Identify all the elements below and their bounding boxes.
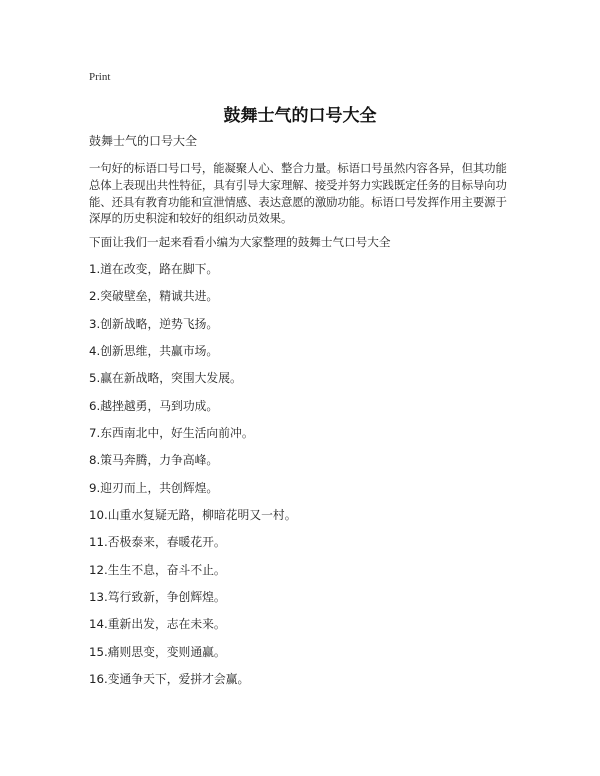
slogan-item: 3.创新战略，逆势飞扬。 <box>89 316 219 331</box>
slogan-item: 9.迎刃而上，共创辉煌。 <box>89 480 219 495</box>
slogan-item: 7.东西南北中，好生活向前冲。 <box>89 426 254 441</box>
slogan-item: 1.道在改变，路在脚下。 <box>89 262 219 276</box>
page-title: 鼓舞士气的口号大全 <box>223 106 377 126</box>
article-subtitle: 鼓舞士气的口号大全 <box>89 134 198 148</box>
print-link[interactable]: Print <box>89 71 111 83</box>
lead-paragraph: 下面让我们一起来看看小编为大家整理的鼓舞士气口号大全 <box>89 235 391 249</box>
slogan-item: 13.笃行致新，争创辉煌。 <box>89 590 226 605</box>
slogan-item: 10.山重水复疑无路，柳暗花明又一村。 <box>89 508 297 523</box>
slogan-list <box>89 262 297 700</box>
slogan-item: 16.变通争天下，爱拼才会赢。 <box>89 672 250 687</box>
slogan-item: 11.否极泰来，春暖花开。 <box>89 535 226 550</box>
slogan-item: 5.赢在新战略，突围大发展。 <box>89 371 242 386</box>
slogan-item: 14.重新出发，志在未来。 <box>89 617 226 632</box>
slogan-item: 12.生生不息，奋斗不止。 <box>89 562 226 577</box>
slogan-item: 2.突破壁垒，精诚共进。 <box>89 289 219 304</box>
slogan-item: 6.越挫越勇，马到功成。 <box>89 398 219 413</box>
intro-paragraph: 一句好的标语口号口号，能凝聚人心、整合力量。标语口号虽然内容各异，但其功能总体上表现出共性特征，具有引导大家理解、接受并努力实践既定任务的目标导向功能、还具有教育功能和宣泄情感、表达意愿的激励功能。标语口号发挥作用主要源于深厚的历史积淀和较好的组织动员效果。 <box>89 161 507 226</box>
slogan-item: 4.创新思维，共赢市场。 <box>89 344 219 359</box>
slogan-item: 15.痛则思变，变则通赢。 <box>89 644 226 659</box>
slogan-item: 8.策马奔腾，力争高峰。 <box>89 453 219 468</box>
